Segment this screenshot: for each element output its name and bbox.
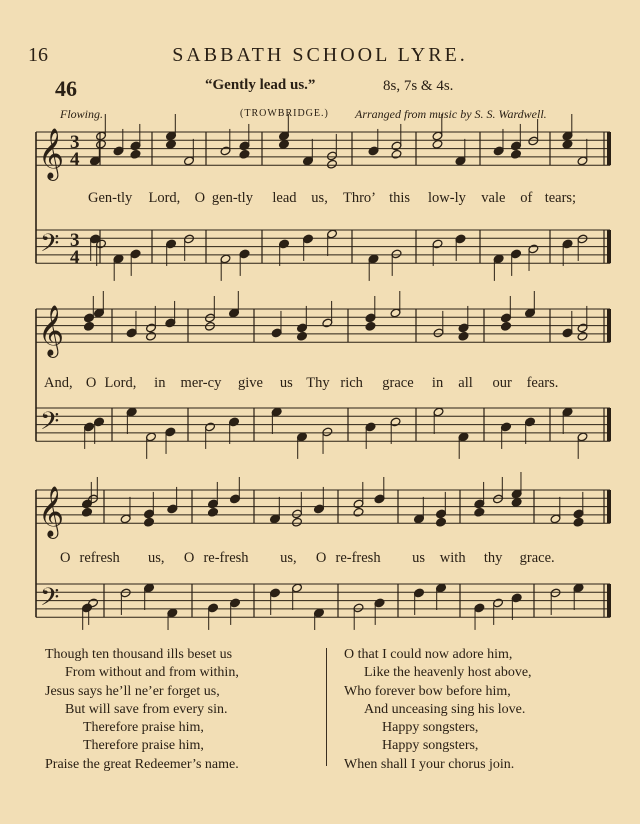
treble-clef: 𝄞 — [38, 128, 65, 179]
note-head — [81, 507, 92, 517]
lyric-syllable: in — [154, 375, 166, 391]
time-signature-bottom: 4 — [70, 149, 80, 170]
verse-line: Happy songsters, — [382, 738, 479, 754]
lyric-syllable: us, — [280, 550, 297, 566]
lyric-syllable: Lord, — [148, 190, 181, 206]
lyric-syllable: lead — [272, 190, 297, 206]
note-head — [145, 331, 156, 341]
double-bar-thick — [607, 584, 611, 617]
page-number: 16 — [28, 44, 48, 66]
bass-clef: 𝄢 — [40, 229, 60, 264]
hymn-number: 46 — [55, 76, 77, 101]
lyric-syllable: rich — [340, 375, 363, 391]
verse-line: Like the heavenly host above, — [364, 665, 532, 681]
treble-clef: 𝄞 — [38, 486, 65, 537]
lyric-syllable: us, — [311, 190, 328, 206]
note-head — [474, 507, 485, 517]
verse-line: Though ten thousand ills beset us — [45, 647, 233, 662]
verse-divider — [326, 648, 327, 766]
double-bar-thick — [607, 490, 611, 523]
lyric-syllable: re-fresh — [203, 550, 249, 566]
lyric-syllable: grace — [382, 375, 414, 391]
lyric-syllable: in — [431, 375, 444, 391]
arranger-credit: Arranged from music by S. S. Wardwell. — [355, 107, 547, 121]
verse-line: Therefore praise him, — [83, 720, 204, 736]
note-head — [239, 149, 250, 159]
verse-line: Praise the great Redeemer’s name. — [45, 756, 239, 772]
verse-left — [45, 646, 239, 774]
note-head — [365, 321, 376, 331]
lyric-syllable: us, — [148, 550, 165, 566]
note-head — [296, 331, 307, 341]
bass-clef: 𝄢 — [40, 583, 60, 618]
lyric-syllable: O — [194, 190, 206, 206]
lyric-syllable: Lord, — [104, 375, 137, 391]
note-head — [353, 507, 364, 517]
verse-line: When shall I your chorus join. — [344, 756, 515, 772]
hymn-meter: 8s, 7s & 4s. — [383, 78, 454, 94]
note-head — [130, 149, 141, 159]
note-head — [326, 159, 337, 169]
bass-clef: 𝄢 — [40, 407, 60, 442]
time-signature-bottom: 4 — [70, 247, 80, 268]
note-head — [207, 507, 218, 517]
tempo-marking: Flowing. — [60, 107, 104, 121]
note-head — [573, 517, 584, 527]
lyric-syllable: thy — [483, 550, 503, 566]
note-head — [510, 149, 521, 159]
hymn-title: “Gently lead us.” — [205, 77, 316, 93]
lyric-syllable: re-fresh — [335, 550, 381, 566]
lyric-syllable: us — [279, 375, 293, 391]
lyric-syllable: fears. — [526, 375, 559, 391]
double-bar-thick — [607, 132, 611, 165]
lyric-syllable: refresh — [79, 550, 120, 566]
verse-line: Therefore praise him, — [83, 738, 204, 754]
lyric-syllable: this — [389, 190, 411, 206]
time-signature-top: 3 — [70, 132, 80, 153]
note-head — [143, 517, 154, 527]
lyric-syllable: of — [520, 190, 533, 206]
note-head — [577, 331, 588, 341]
note-head — [391, 149, 402, 159]
lyric-syllable: O — [183, 550, 195, 566]
time-signature-top: 3 — [70, 230, 80, 251]
note-head — [83, 321, 94, 331]
composer-credit: (TROWBRIDGE.) — [240, 108, 329, 119]
verse-line: From without and from within, — [65, 665, 239, 681]
verse-line: And unceasing sing his love. — [364, 701, 526, 717]
lyric-syllable: O — [315, 550, 327, 566]
lyric-syllable: O — [85, 375, 97, 391]
treble-clef: 𝄞 — [38, 305, 65, 356]
lyric-syllable: mer-cy — [180, 375, 222, 391]
note-head — [500, 321, 511, 331]
lyric-syllable: our — [492, 375, 512, 391]
verse-line: Happy songsters, — [382, 720, 479, 736]
note-head — [291, 517, 302, 527]
lyric-syllable: grace. — [519, 550, 555, 566]
double-bar-thick — [607, 230, 611, 263]
lyric-syllable: Thy — [306, 375, 330, 391]
note-head — [204, 321, 215, 331]
double-bar-thick — [607, 408, 611, 441]
verse-line: But will save from every sin. — [65, 701, 228, 717]
verse-line: Who forever bow before him, — [344, 683, 511, 699]
lyric-syllable: vale — [481, 190, 506, 206]
lyric-syllable: tears; — [544, 190, 577, 206]
lyric-syllable: O — [60, 550, 71, 566]
lyric-syllable: low-ly — [428, 190, 466, 206]
verse-right — [344, 646, 532, 774]
lyric-syllable: us — [412, 550, 425, 566]
lyric-syllable: give — [237, 375, 263, 391]
lyric-syllable: gen-tly — [211, 190, 253, 206]
lyric-syllable: all — [458, 375, 473, 391]
verse-line: Jesus says he’ll ne’er forget us, — [45, 683, 220, 699]
lyric-syllable: Gen-tly — [88, 190, 133, 206]
running-title: SABBATH SCHOOL LYRE. — [172, 44, 468, 66]
note-head — [458, 331, 469, 341]
verse-line: O that I could now adore him, — [344, 647, 513, 662]
note-head — [435, 517, 446, 527]
double-bar-thick — [607, 309, 611, 342]
lyric-syllable: Thro’ — [343, 190, 377, 206]
lyric-syllable: with — [439, 550, 466, 566]
lyric-syllable: And, — [44, 375, 73, 391]
